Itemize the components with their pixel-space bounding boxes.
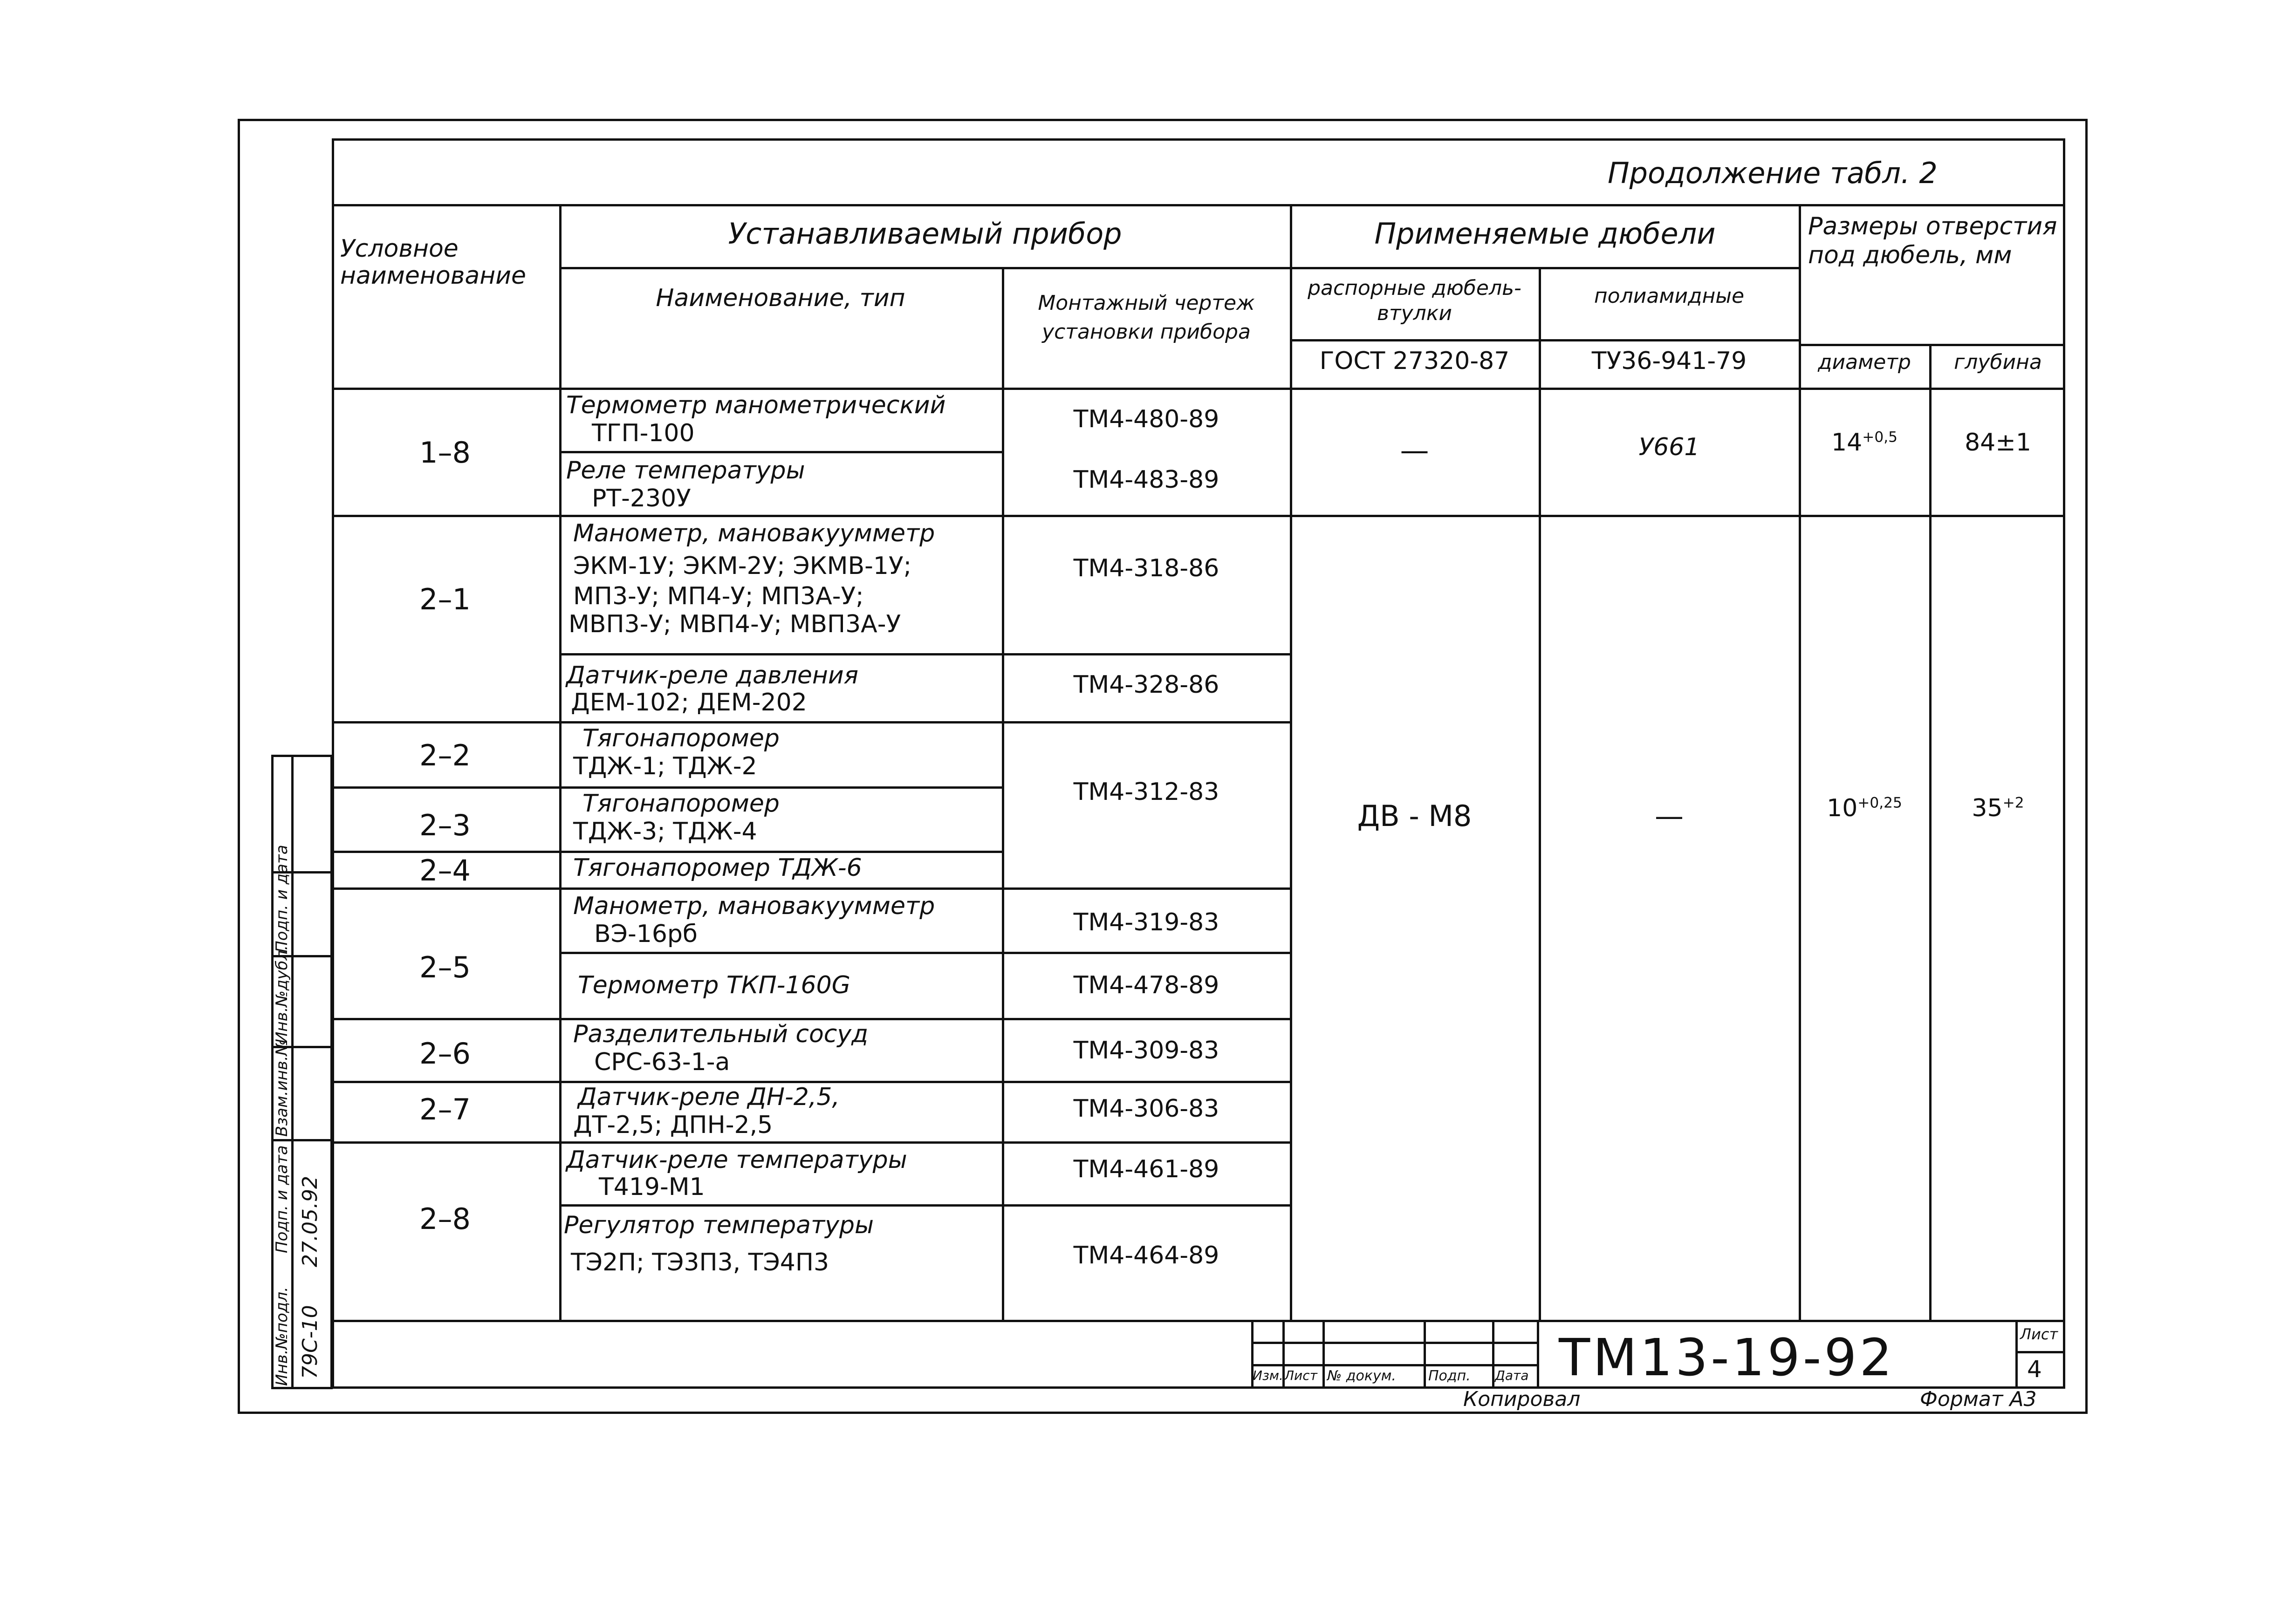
col-hole-group-label: Размеры отверстия под дюбель, мм <box>1808 212 2057 269</box>
side-vzam-inv: Взам.инв.№ <box>273 1039 291 1137</box>
stamp-list: Лист <box>1284 1368 1317 1383</box>
item-name-line2: Т419-М1 <box>599 1173 705 1201</box>
designation-2-2: 2–2 <box>419 738 471 772</box>
drawing-number: ТМ4-464-89 <box>1073 1242 1219 1269</box>
col-instrument-drawing-label: Монтажный чертеж установки прибора <box>1038 291 1255 344</box>
col-dowels-expansion-label: распорные дюбель-втулки <box>1308 276 1521 325</box>
designation-2-3: 2–3 <box>419 808 471 842</box>
item-name-line1: Тягонапоромер <box>582 724 780 752</box>
polyamide-dowel-group-2: — <box>1655 799 1684 833</box>
side-inv-dubl: Инв.№дубл. <box>273 945 291 1044</box>
item-name-line2: РТ-230У <box>592 484 691 512</box>
hole-diameter-value: 14 <box>1831 429 1863 457</box>
designation-2-4: 2–4 <box>419 853 471 887</box>
col-instrument-name-label: Наименование, тип <box>656 284 905 312</box>
designation-2-7: 2–7 <box>419 1092 471 1126</box>
item-name-line1: Тягонапоромер <box>582 790 780 818</box>
hole-depth-value: 35 <box>1972 794 2003 822</box>
side-podp-data-1: Подп. и дата <box>273 1145 291 1253</box>
item-name-line2: СРС-63-1-а <box>594 1048 730 1076</box>
hole-diameter-tolerance: +0,25 <box>1857 794 1902 812</box>
stamp-podp: Подп. <box>1428 1368 1471 1384</box>
item-name-line: ДЕМ-102; ДЕМ-202 <box>571 689 807 716</box>
drawing-number: ТМ4-461-89 <box>1073 1155 1219 1183</box>
designation-2-1: 2–1 <box>419 582 471 616</box>
drawing-number: ТМ4-312-83 <box>1073 778 1219 806</box>
drawing-number: ТМ4-483-89 <box>1073 466 1219 494</box>
drawing-number: ТМ4-306-83 <box>1073 1095 1219 1123</box>
item-name-line2: ТДЖ-3; ТДЖ-4 <box>573 818 757 846</box>
col-dowels-polyamide: полиамидные <box>1594 284 1745 308</box>
col-dowels-expansion-std: ГОСТ 27320-87 <box>1319 347 1510 375</box>
copied-label: Копировал <box>1463 1387 1581 1411</box>
expansion-dowel-1-8: — <box>1400 433 1429 467</box>
designation-2-5: 2–5 <box>419 950 471 984</box>
stamp-data: Дата <box>1495 1368 1529 1383</box>
item-name: Тягонапоромер ТДЖ-6 <box>573 854 862 882</box>
hole-diameter-value: 10 <box>1827 794 1858 822</box>
item-name-line2: ТГП-100 <box>592 419 695 447</box>
item-name-line2: ТДЖ-1; ТДЖ-2 <box>573 752 757 780</box>
drawing-number: ТМ4-478-89 <box>1073 971 1219 999</box>
col-hole-diameter: диаметр <box>1818 350 1911 374</box>
item-name-line1: Датчик-реле ДН-2,5, <box>578 1083 840 1111</box>
item-name-line1: Манометр, мановакуумметр <box>573 892 935 920</box>
drawing-number: ТМ4-328-86 <box>1073 671 1219 699</box>
stamp-doc: № докум. <box>1327 1368 1396 1384</box>
designation-1-8: 1–8 <box>419 436 471 470</box>
col-dowels-polyamide-std: ТУ36-941-79 <box>1591 347 1747 375</box>
col-hole-group <box>1808 212 2064 270</box>
drawing-number: ТМ4-319-83 <box>1073 908 1219 936</box>
drawing-number: ТМ4-309-83 <box>1073 1037 1219 1064</box>
side-podp-data-2: Подп. и дата <box>273 845 291 953</box>
item-name-line: МВП3-У; МВП4-У; МВП3А-У <box>569 610 901 638</box>
col-instrument-drawing <box>1004 289 1288 347</box>
hole-depth-tolerance: +2 <box>2002 794 2024 812</box>
sheet-label: Лист <box>2020 1325 2058 1343</box>
item-name-line2: ВЭ-16рб <box>594 920 698 948</box>
hole-diameter-1-8 <box>1801 429 1928 457</box>
item-name-line1: Датчик-реле температуры <box>566 1146 907 1174</box>
format-label: Формат А3 <box>1920 1387 2037 1411</box>
document-code: ТМ13-19-92 <box>1559 1328 1895 1387</box>
stamp-izm: Изм. <box>1253 1368 1283 1383</box>
hole-depth-1-8: 84±1 <box>1965 429 2031 457</box>
col-dowels-group: Применяемые дюбели <box>1374 217 1716 251</box>
col-designation-header <box>340 235 555 289</box>
side-date-value: 27.05.92 <box>298 1176 322 1267</box>
side-inv-podl: Инв.№подл. <box>273 1287 291 1386</box>
col-hole-depth: глубина <box>1954 350 2042 374</box>
col-instrument-name <box>562 282 1000 314</box>
item-name-line2: ДТ-2,5; ДПН-2,5 <box>573 1111 773 1139</box>
hole-depth-group-2 <box>1932 794 2064 822</box>
side-inv-value: 79С-10 <box>298 1305 322 1379</box>
item-name: Термометр ТКП-160G <box>578 971 850 999</box>
drawing-number: ТМ4-480-89 <box>1073 405 1219 433</box>
item-name-line1: Разделительный сосуд <box>573 1020 869 1048</box>
item-name-line1: Регулятор температуры <box>564 1211 874 1239</box>
col-instrument-group: Устанавливаемый прибор <box>728 217 1122 251</box>
item-name-line: ЭКМ-1У; ЭКМ-2У; ЭКМВ-1У; <box>573 552 912 580</box>
continuation-title: Продолжение табл. 2 <box>1608 156 1938 190</box>
item-name-line: Датчик-реле давления <box>566 662 858 689</box>
item-name-line1: Термометр манометрический <box>566 391 946 419</box>
designation-2-6: 2–6 <box>419 1037 471 1071</box>
item-name-line: Манометр, мановакуумметр <box>573 519 935 547</box>
expansion-dowel-group-2: ДВ - М8 <box>1357 799 1472 833</box>
hole-diameter-group-2 <box>1801 794 1928 822</box>
designation-2-8: 2–8 <box>419 1202 471 1236</box>
col-designation-label: Условное наименование <box>340 235 526 290</box>
hole-diameter-tolerance: +0,5 <box>1862 429 1898 446</box>
item-name-line2: ТЭ2П; ТЭ3П3, ТЭ4П3 <box>571 1249 829 1276</box>
sheet-number: 4 <box>2027 1356 2042 1383</box>
drawing-number: ТМ4-318-86 <box>1073 554 1219 582</box>
col-dowels-expansion <box>1292 276 1537 326</box>
polyamide-dowel-1-8: У661 <box>1638 433 1700 461</box>
item-name-line1: Реле температуры <box>566 457 805 484</box>
item-name-line: МП3-У; МП4-У; МП3А-У; <box>573 582 864 610</box>
